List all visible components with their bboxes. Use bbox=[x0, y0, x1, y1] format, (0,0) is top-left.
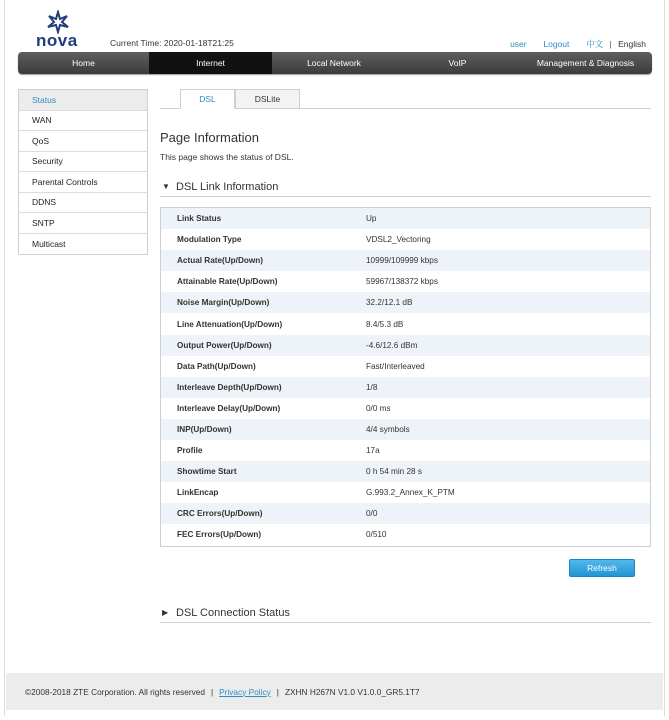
row-value: 4/4 symbols bbox=[366, 424, 410, 434]
tab-dsl[interactable]: DSL bbox=[180, 89, 235, 109]
footer-separator: | bbox=[210, 686, 214, 697]
row-label: Profile bbox=[177, 446, 203, 456]
nav-item-local-network[interactable]: Local Network bbox=[307, 58, 361, 68]
table-row bbox=[161, 356, 650, 377]
table-row bbox=[161, 419, 650, 440]
row-label: Noise Margin(Up/Down) bbox=[177, 298, 270, 308]
row-value: 17a bbox=[366, 446, 380, 456]
row-label: LinkEncap bbox=[177, 488, 219, 498]
sidebar-item-parental-controls[interactable]: Parental Controls bbox=[19, 172, 147, 193]
row-value: 0 h 54 min 28 s bbox=[366, 467, 422, 477]
sidebar bbox=[18, 89, 148, 255]
user-link[interactable]: user bbox=[510, 39, 527, 49]
table-row bbox=[161, 482, 650, 503]
nav-item-management-diagnosis[interactable]: Management & Diagnosis bbox=[536, 58, 635, 68]
dsl-link-section-title: DSL Link Information bbox=[176, 180, 279, 193]
table-row bbox=[161, 503, 650, 524]
sidebar-item-status[interactable]: Status bbox=[19, 90, 147, 111]
table-row bbox=[161, 313, 650, 334]
refresh-button[interactable]: Refresh bbox=[569, 559, 635, 577]
row-label: CRC Errors(Up/Down) bbox=[177, 509, 263, 519]
row-value: 0/0 bbox=[366, 509, 378, 519]
top-links bbox=[510, 38, 646, 50]
row-value: 0/510 bbox=[366, 530, 387, 540]
row-value: -4.6/12.6 dBm bbox=[366, 340, 418, 350]
table-row bbox=[161, 335, 650, 356]
row-label: Actual Rate(Up/Down) bbox=[177, 256, 263, 266]
nav-item-internet[interactable]: Internet bbox=[149, 52, 272, 74]
row-value: 1/8 bbox=[366, 382, 378, 392]
footer-copyright: ©2008-2018 ZTE Corporation. All rights reserved bbox=[25, 686, 205, 697]
sidebar-item-qos[interactable]: QoS bbox=[19, 131, 147, 152]
language-english-link[interactable]: English bbox=[618, 39, 646, 49]
row-label: Interleave Depth(Up/Down) bbox=[177, 382, 282, 392]
row-value: Fast/Interleaved bbox=[366, 361, 425, 371]
current-time-label: Current Time: bbox=[110, 38, 162, 48]
row-value: Up bbox=[366, 214, 377, 224]
sidebar-item-multicast[interactable]: Multicast bbox=[32, 238, 66, 249]
current-time-value: 2020-01-18T21:25 bbox=[163, 38, 234, 48]
logout-link[interactable]: Logout bbox=[543, 39, 570, 49]
row-label: INP(Up/Down) bbox=[177, 424, 232, 434]
footer bbox=[6, 673, 663, 710]
row-value: G.993.2_Annex_K_PTM bbox=[366, 488, 455, 498]
nav-item-voip[interactable]: VoIP bbox=[448, 58, 467, 68]
triangle-down-icon: ▼ bbox=[162, 182, 170, 191]
tab-dslite[interactable]: DSLite bbox=[235, 89, 300, 109]
table-row bbox=[161, 398, 650, 419]
dsl-connection-section-title: DSL Connection Status bbox=[176, 606, 290, 619]
dsl-link-table bbox=[160, 207, 651, 547]
row-value: 8.4/5.3 dB bbox=[366, 319, 404, 329]
page-title: Page Information bbox=[160, 130, 260, 145]
row-value: 59967/138372 kbps bbox=[366, 277, 438, 287]
row-value: 0/0 ms bbox=[366, 403, 391, 413]
row-label: Modulation Type bbox=[177, 235, 242, 245]
sidebar-item-ddns[interactable]: DDNS bbox=[19, 193, 147, 214]
row-label: FEC Errors(Up/Down) bbox=[177, 530, 262, 540]
table-row bbox=[161, 524, 650, 545]
current-time bbox=[110, 38, 234, 48]
language-separator: | bbox=[609, 39, 612, 49]
dsl-connection-section-header[interactable] bbox=[160, 603, 651, 623]
table-row bbox=[161, 208, 650, 229]
footer-separator-2: | bbox=[276, 686, 279, 697]
row-label: Link Status bbox=[177, 214, 222, 224]
row-label: Showtime Start bbox=[177, 467, 237, 477]
main-nav bbox=[18, 52, 652, 74]
dsl-link-section-header[interactable] bbox=[160, 177, 651, 197]
triangle-right-icon: ▶ bbox=[162, 608, 169, 617]
row-label: Output Power(Up/Down) bbox=[177, 340, 272, 350]
row-label: Interleave Delay(Up/Down) bbox=[177, 403, 281, 413]
row-label: Line Attenuation(Up/Down) bbox=[177, 319, 283, 329]
table-row bbox=[161, 250, 650, 271]
table-row bbox=[161, 271, 650, 292]
sidebar-item-security[interactable]: Security bbox=[19, 152, 147, 173]
sidebar-item-wan[interactable]: WAN bbox=[19, 111, 147, 132]
table-row bbox=[161, 229, 650, 250]
table-row bbox=[161, 461, 650, 482]
row-value: 10999/109999 kbps bbox=[366, 256, 438, 266]
footer-version: ZXHN H267N V1.0 V1.0.0_GR5.1T7 bbox=[284, 686, 420, 697]
table-row bbox=[161, 377, 650, 398]
privacy-policy-link[interactable]: Privacy Policy bbox=[219, 686, 271, 697]
nav-item-home[interactable]: Home bbox=[72, 58, 95, 68]
row-label: Data Path(Up/Down) bbox=[177, 361, 256, 371]
table-row bbox=[161, 440, 650, 461]
language-chinese-link[interactable]: 中文 bbox=[586, 39, 604, 49]
logo-text: nova bbox=[36, 31, 78, 50]
row-value: VDSL2_Vectoring bbox=[366, 235, 431, 245]
sidebar-item-sntp[interactable]: SNTP bbox=[19, 213, 147, 234]
row-label: Attainable Rate(Up/Down) bbox=[177, 277, 278, 287]
row-value: 32.2/12.1 dB bbox=[366, 298, 413, 308]
table-row bbox=[161, 292, 650, 313]
page-description: This page shows the status of DSL. bbox=[160, 152, 294, 162]
